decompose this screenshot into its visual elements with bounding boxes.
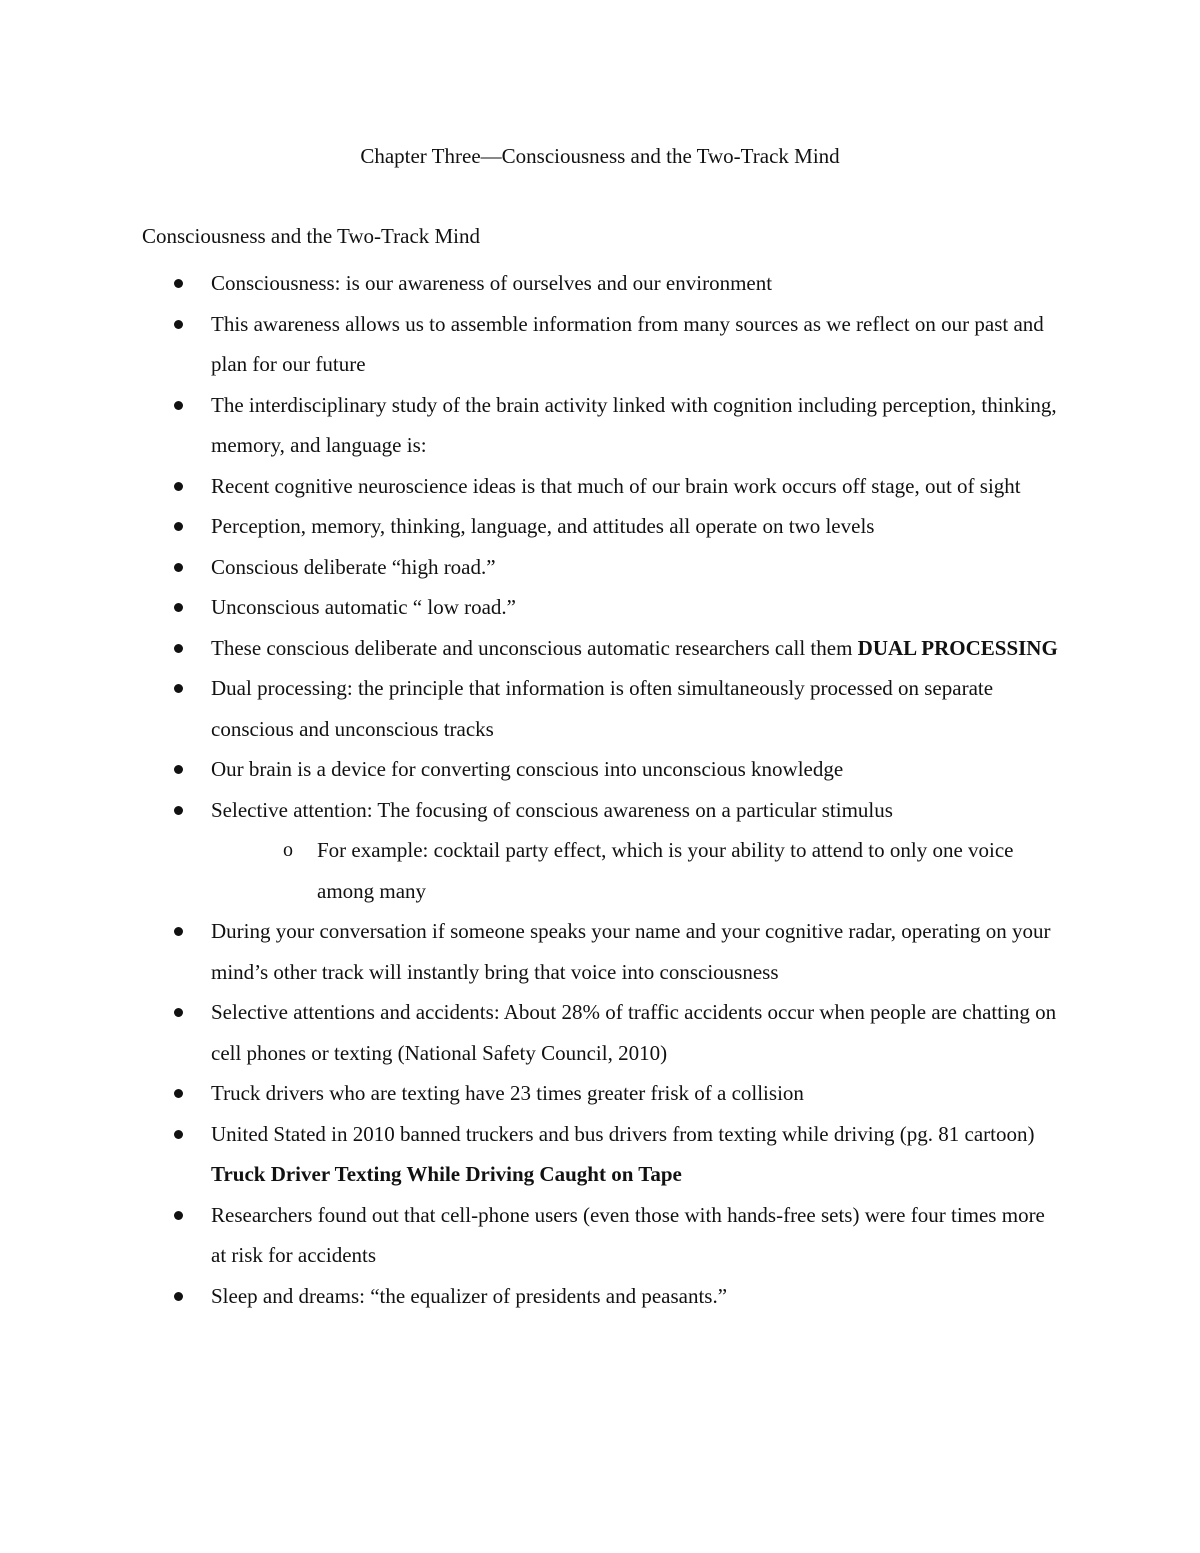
list-item (0, 547, 1061, 588)
bullet-icon (174, 320, 183, 329)
video-title: Truck Driver Texting While Driving Caught on Tape (211, 1162, 682, 1186)
bullet-icon (174, 279, 183, 288)
bullet-icon (174, 563, 183, 572)
list-item (0, 790, 1061, 831)
list-item-text: During your conversation if someone speaks your name and your cognitive radar, operating on your mind’s other track will instantly bring that voice into consciousness (211, 919, 1051, 984)
bullet-icon (174, 1130, 183, 1139)
list-item-text: The interdisciplinary study of the brain activity linked with cognition including perception, thinking, memory, and language is: (211, 392, 1057, 457)
list-item (0, 304, 1061, 385)
list-item (0, 992, 1061, 1073)
list-item (0, 749, 1061, 790)
bullet-icon (174, 806, 183, 815)
list-item (0, 587, 1061, 628)
list-item (0, 385, 1061, 466)
document-title: Chapter Three—Consciousness and the Two-Track Mind (360, 144, 840, 168)
bullet-icon (174, 684, 183, 693)
bullet-icon (174, 603, 183, 612)
section-heading: Consciousness and the Two-Track Mind (142, 224, 481, 248)
list-item (0, 1073, 1061, 1114)
list-item (0, 911, 1061, 992)
hollow-bullet-icon: o (283, 839, 293, 861)
list-item-text: Consciousness: is our awareness of ourselves and our environment (211, 271, 773, 295)
list-item (0, 1276, 1061, 1317)
bullet-icon (174, 482, 183, 491)
list-item-text: United Stated in 2010 banned truckers and bus drivers from texting while driving (pg. 81 cartoon) (211, 1121, 1035, 1146)
bullet-icon (174, 1008, 183, 1017)
sub-list-item (0, 830, 1057, 911)
list-item-text: For example: cocktail party effect, which is your ability to attend to only one voice among many (317, 838, 1014, 903)
list-item-text: Perception, memory, thinking, language, and attitudes all operate on two levels (211, 514, 875, 538)
list-item-text: Conscious deliberate “high road.” (211, 554, 496, 579)
key-term: DUAL PROCESSING (857, 635, 1058, 660)
list-item-text: Our brain is a device for converting conscious into unconscious knowledge (211, 757, 844, 781)
list-item-text: Selective attention: The focusing of conscious awareness on a particular stimulus (211, 797, 893, 822)
list-item-text: Dual processing: the principle that information is often simultaneously processed on separate conscious and unconscious tracks (211, 676, 994, 741)
bullet-icon (174, 765, 183, 774)
bullet-icon (174, 1211, 183, 1220)
list-item-text: This awareness allows us to assemble information from many sources as we reflect on our past and plan for our future (211, 311, 1044, 376)
list-item (0, 506, 1061, 547)
list-item-text: Recent cognitive neuroscience ideas is that much of our brain work occurs off stage, out of sight (211, 473, 1021, 498)
list-item (0, 1114, 1061, 1195)
notes-list (0, 263, 1200, 1316)
list-item-text: Truck drivers who are texting have 23 times greater frisk of a collision (211, 1081, 804, 1105)
list-item-text: Sleep and dreams: “the equalizer of presidents and peasants.” (211, 1283, 728, 1308)
bullet-icon (174, 522, 183, 531)
list-item-text: Selective attentions and accidents: About 28% of traffic accidents occur when people are chatting on cell phones or texting (National Safety Council, 2010) (211, 1000, 1057, 1065)
bullet-icon (174, 644, 183, 653)
bullet-icon (174, 1292, 183, 1301)
list-item-text: These conscious deliberate and unconscious automatic researchers call them (211, 635, 858, 660)
list-item (0, 628, 1061, 669)
bullet-icon (174, 401, 183, 410)
list-item (0, 668, 1061, 749)
bullet-icon (174, 927, 183, 936)
bullet-icon (174, 1089, 183, 1098)
list-item (0, 466, 1061, 507)
list-item (0, 1195, 1061, 1276)
list-item-text: Unconscious automatic “ low road.” (211, 595, 516, 619)
list-item (0, 263, 1061, 304)
list-item-text: Researchers found out that cell-phone users (even those with hands-free sets) were four times more at risk for accidents (211, 1202, 1045, 1267)
